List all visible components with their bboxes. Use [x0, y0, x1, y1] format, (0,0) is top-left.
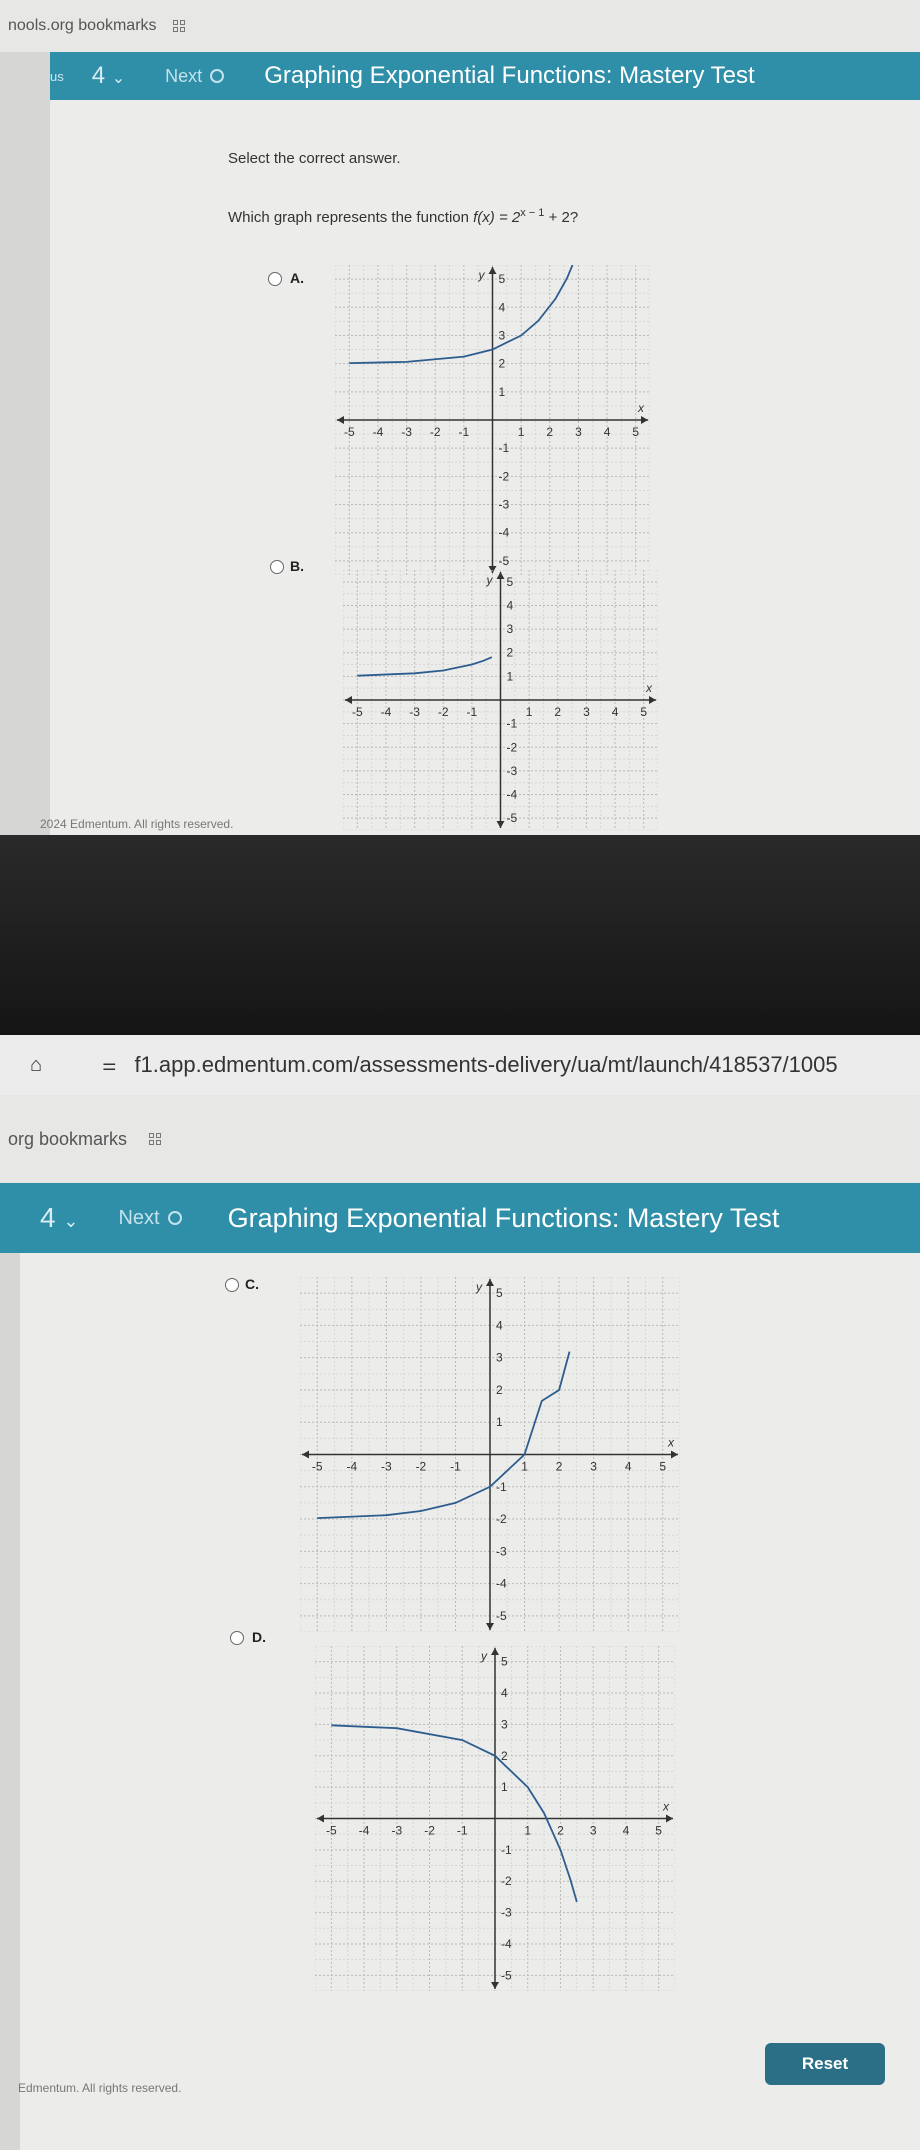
graph-a-xtick: -1	[458, 425, 470, 439]
graph-a-ytick: -2	[498, 469, 510, 484]
option-c-graph	[300, 1277, 680, 1632]
graph-c-ytick: -4	[496, 1576, 507, 1591]
graph-a-y-arrow	[489, 267, 497, 274]
graph-d-xtick: 4	[622, 1823, 630, 1838]
graph-c-y-label: y	[476, 1280, 482, 1294]
graph-d-ytick: 4	[501, 1686, 508, 1701]
graph-d-x-arrow-left	[317, 1815, 324, 1823]
graph-c-xtick: 4	[624, 1459, 632, 1474]
graph-d-xtick: 3	[589, 1823, 597, 1838]
option-d-label: D.	[252, 1629, 266, 1645]
graph-a-y-label: y	[478, 268, 485, 282]
option-b-graph	[343, 570, 658, 830]
graph-b-x-arrow	[649, 696, 656, 704]
graph-c-xtick: 5	[659, 1459, 667, 1474]
option-d-radio[interactable]	[230, 1631, 244, 1645]
graph-c-ytick: -2	[496, 1512, 507, 1527]
graph-a-xtick: 1	[517, 425, 525, 439]
test-title-2: Graphing Exponential Functions: Mastery Test	[227, 1202, 780, 1233]
graph-d-ytick: -2	[501, 1874, 512, 1889]
option-b-radio[interactable]	[270, 560, 284, 574]
graph-c-ytick: -1	[496, 1479, 507, 1494]
graph-a-ytick: 2	[498, 356, 506, 371]
graph-b-xtick: -4	[380, 705, 392, 719]
graph-a-x-arrow-left	[337, 416, 344, 424]
graph-b-ytick: -2	[506, 740, 518, 755]
option-a-graph	[335, 265, 650, 575]
graph-a-ytick: 4	[498, 300, 506, 315]
graph-b-xtick: -3	[409, 705, 420, 719]
apps-grid-icon-2[interactable]	[149, 1133, 165, 1145]
graph-d-ytick: 3	[501, 1717, 508, 1732]
chevron-down-icon: ⌄	[111, 70, 126, 87]
graph-c-ytick: 3	[496, 1350, 503, 1365]
graph-b-xtick: -2	[437, 705, 449, 719]
graph-d-x-label: x	[663, 1799, 669, 1814]
option-c-label: C.	[245, 1276, 259, 1292]
test-header-bar-2	[0, 1183, 920, 1253]
graph-c-xtick: 3	[590, 1459, 597, 1474]
graph-d-xtick: 2	[557, 1823, 564, 1838]
graph-a-x-arrow	[641, 416, 648, 424]
graph-d-xtick: -5	[326, 1823, 337, 1838]
graph-c-xtick: -5	[311, 1459, 323, 1474]
graph-d-ytick: 1	[501, 1780, 508, 1795]
option-d-graph	[315, 1646, 675, 1991]
graph-d-xtick: 1	[524, 1823, 532, 1838]
graph-b-y-arrow	[497, 572, 505, 579]
graph-c-ytick: -5	[496, 1608, 507, 1623]
graph-b-xtick: 4	[611, 705, 619, 719]
reset-button[interactable]: Reset	[765, 2043, 885, 2085]
graph-a-xtick: 4	[603, 425, 611, 439]
bookmarks-label[interactable]: nools.org bookmarks	[8, 17, 157, 34]
graph-a-ytick: 5	[498, 272, 506, 287]
bookmarks-bar	[0, 0, 920, 52]
graph-d-y-arrow	[491, 1648, 499, 1655]
question-panel-2	[20, 1253, 920, 2150]
address-bar[interactable]	[0, 1035, 920, 1095]
graph-b-y-label: y	[486, 573, 493, 587]
instruction-text: Select the correct answer.	[228, 150, 401, 167]
graph-d-xtick: 5	[655, 1823, 662, 1838]
graph-d-ytick: 2	[501, 1748, 508, 1763]
graph-b-x-arrow-left	[345, 696, 352, 704]
graph-b-ytick: -5	[506, 811, 518, 826]
copyright-text: 2024 Edmentum. All rights reserved.	[40, 817, 234, 831]
graph-c-xtick: 1	[521, 1459, 528, 1474]
graph-d-ytick: -1	[501, 1842, 512, 1857]
copyright-text-2: Edmentum. All rights reserved.	[18, 2081, 182, 2095]
graph-b-ytick: 1	[506, 669, 514, 684]
question-number-dropdown[interactable]: 4 ⌄	[91, 62, 126, 89]
graph-d-xtick: -1	[456, 1823, 468, 1838]
graph-a-ytick: -5	[498, 553, 510, 568]
graph-a-xtick: 2	[546, 425, 554, 439]
graph-d-xtick: -4	[358, 1823, 370, 1838]
graph-d-ytick: -4	[501, 1936, 512, 1951]
graph-c-x-arrow-left	[302, 1451, 309, 1459]
graph-a-ytick: 1	[498, 384, 506, 399]
graph-a-x-label: x	[638, 401, 644, 415]
bookmarks-bar-2	[0, 1095, 920, 1183]
question-text: Which graph represents the function $f(x) = 2^{x - 1} + 2$?	[228, 207, 579, 226]
next-button[interactable]: Next	[165, 65, 203, 86]
question-number-dropdown-2[interactable]: 4 ⌄	[40, 1202, 79, 1233]
graph-c-xtick: -4	[346, 1459, 358, 1474]
graph-b-xtick: 2	[554, 705, 562, 719]
graph-b-xtick: 3	[583, 705, 590, 719]
nav-prev-fragment[interactable]: us	[50, 68, 64, 84]
graph-b-y-arrow-down	[497, 821, 505, 828]
graph-b-xtick: 1	[525, 705, 533, 719]
next-button-2[interactable]: Next	[118, 1206, 160, 1229]
graph-d-ytick: -5	[501, 1968, 512, 1983]
graph-d-curve	[331, 1725, 576, 1902]
graph-b-ytick: -3	[506, 763, 518, 778]
graph-c-y-arrow-down	[486, 1623, 494, 1630]
graph-a-xtick: -4	[372, 425, 384, 439]
graph-b-xtick: -5	[351, 705, 363, 719]
graph-d-ytick: 5	[501, 1654, 508, 1669]
chevron-down-icon-2: ⌄	[63, 1211, 79, 1231]
question-panel	[40, 100, 920, 835]
graph-c-xtick: -1	[450, 1459, 461, 1474]
graph-c-ytick: -3	[496, 1544, 507, 1559]
graph-a-xtick: 3	[575, 425, 582, 439]
graph-b-xtick: 5	[640, 705, 648, 719]
graph-d-y-arrow-down	[491, 1982, 499, 1989]
graph-c-xtick: -2	[415, 1459, 427, 1474]
graph-d-ytick: -3	[501, 1905, 512, 1920]
graph-d-xtick: -2	[424, 1823, 435, 1838]
graph-a-ytick: -3	[498, 497, 510, 512]
next-arrow-icon[interactable]	[210, 69, 224, 83]
graph-c-curve	[317, 1352, 569, 1519]
graph-b-ytick: 4	[506, 598, 514, 613]
graph-d-x-arrow	[666, 1815, 673, 1823]
apps-grid-icon[interactable]	[173, 20, 187, 32]
graph-c-ytick: 2	[496, 1382, 503, 1397]
keyboard-region	[0, 835, 920, 1035]
graph-c-x-arrow	[671, 1451, 678, 1459]
test-title: Graphing Exponential Functions: Mastery Test	[264, 62, 755, 89]
graph-c-ytick: 4	[496, 1318, 503, 1333]
graph-b-x-label: x	[646, 681, 652, 695]
site-settings-icon[interactable]: ⚌	[102, 1057, 117, 1074]
graph-b-ytick: 2	[506, 645, 514, 660]
graph-c-ytick: 1	[496, 1415, 503, 1430]
graph-c-xtick: 2	[555, 1459, 563, 1474]
option-b-label: B.	[290, 558, 304, 574]
graph-a-xtick: -3	[401, 425, 412, 439]
graph-b-ytick: -1	[506, 716, 518, 731]
graph-a-ytick: -1	[498, 441, 510, 456]
next-arrow-icon-2[interactable]	[168, 1211, 182, 1225]
graph-a-xtick: 5	[632, 425, 640, 439]
graph-a-ytick: 3	[498, 328, 506, 343]
option-a-radio[interactable]	[268, 272, 282, 286]
test-header-bar	[50, 52, 920, 100]
graph-a-xtick: -2	[429, 425, 441, 439]
option-c-radio[interactable]	[225, 1278, 239, 1292]
graph-b-ytick: -4	[506, 787, 518, 802]
graph-c-ytick: 5	[496, 1286, 503, 1301]
graph-b-ytick: 5	[506, 574, 514, 589]
graph-c-y-arrow	[486, 1279, 494, 1286]
home-icon[interactable]: ⌂	[30, 1053, 43, 1076]
graph-c-x-label: x	[668, 1435, 674, 1450]
graph-c-xtick: -3	[381, 1459, 392, 1474]
function-expression: $f(x) = 2^{x - 1} + 2$?	[473, 207, 579, 226]
graph-d-y-label: y	[481, 1649, 487, 1663]
url-text[interactable]: f1.app.edmentum.com/assessments-delivery/ua/mt/launch/418537/1005	[134, 1052, 838, 1077]
graph-a-xtick: -5	[343, 425, 355, 439]
graph-d-xtick: -3	[391, 1823, 403, 1838]
graph-b-xtick: -1	[466, 705, 478, 719]
option-a-label: A.	[290, 270, 304, 286]
bookmarks-label-2[interactable]: org bookmarks	[8, 1128, 128, 1149]
graph-a-ytick: -4	[498, 525, 510, 540]
graph-b-ytick: 3	[506, 622, 514, 637]
